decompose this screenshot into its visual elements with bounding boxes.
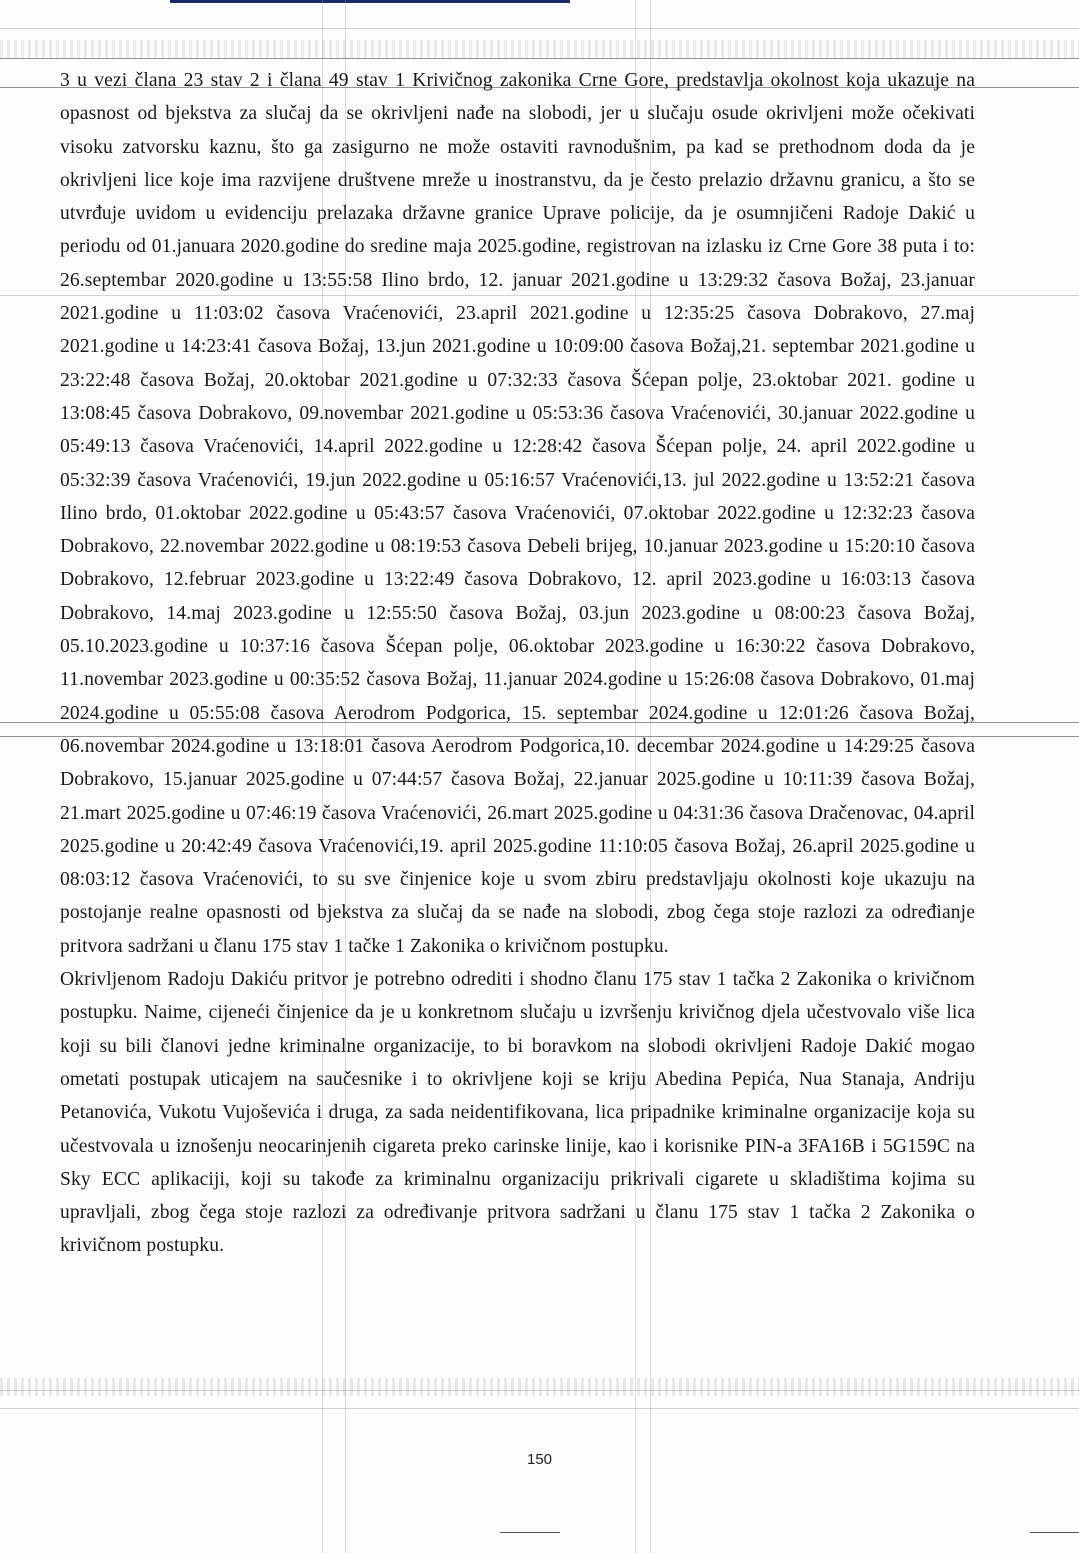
page-number: 150 <box>526 1451 553 1468</box>
scan-line <box>0 58 1079 59</box>
body-text <box>60 64 975 1263</box>
bottom-rule <box>1030 1532 1079 1533</box>
scan-noise-bottom <box>0 1378 1079 1396</box>
top-binding-mark <box>170 0 570 3</box>
bottom-rule <box>500 1532 560 1533</box>
scan-line <box>0 1408 1079 1409</box>
scan-line <box>0 28 1079 29</box>
paragraph-obstruction: Okrivljenom Radoju Dakiću pritvor je potrebno odrediti i shodno članu 175 stav 1 tačka 2 Zakonika o krivičnom postupku. Naime, cijeneći činjenice da je u konkretnom slučaju u izvršenju krivičnog djela učestvovalo više lica koji su bili članovi jedne kriminalne organizacije, to bi boravkom na slobodi okrivljeni Radoje Dakić mogao ometati postupak uticajem na saučesnike i to okrivljene koji se kriju Abedina Pepića, Nua Stanaja, Andriju Petanovića, Vukotu Vujoševića i druga, za sada neidentifikovana, lica pripadnike kriminalne organizacije koja su učestvovala u iznošenju neocarinjenih cigareta preko carinske linije, kao i korisnike PIN-a 3FA16B i 5G159C na Sky ECC aplikaciji, koji su takođe za kriminalnu organizaciju prikrivali cigarete u skladištima kojima su upravljali, zbog čega stoje razlozi za određivanje pritvora sadržani u članu 175 stav 1 tačka 2 Zakonika o krivičnom postupku. <box>60 969 975 1257</box>
paragraph-flight-risk: 3 u vezi člana 23 stav 2 i člana 49 stav 1 Krivičnog zakonika Crne Gore, predstavlja okolnost koja ukazuje na opasnost od bjekstva za slučaj da se okrivljeni nađe na slobodi, jer u slučaju osude okrivljeni može očekivati visoku zatvorsku kaznu, što ga zasigurno ne može ostaviti ravnodušnim, pa kad se prethodnom doda da je okrivljeni lice koje ima razvijene društvene mreže u inostranstvu, da je često prelazio državnu granicu, a što se utvrđuje uvidom u evidenciju prelazaka državne granice Uprave policije, da je osumnjičeni Radoje Dakić u periodu od 01.januara 2020.godine do sredine maja 2025.godine, registrovan na izlasku iz Crne Gore 38 puta i to: 26.septembar 2020.godine u 13:55:58 Ilino brdo, 12. januar 2021.godine u 13:29:32 časova Božaj, 23.januar 2021.godine u 11:03:02 časova Vraćenovići, 23.april 2021.godine u 12:35:25 časova Dobrakovo, 27.maj 2021.godine u 14:23:41 časova Božaj, 13.jun 2021.godine u 10:09:00 časova Božaj,21. septembar 2021.godine u 23:22:48 časova Božaj, 20.oktobar 2021.godine u 07:32:33 časova Šćepan polje, 23.oktobar 2021. godine u 13:08:45 časova Dobrakovo, 09.novembar 2021.godine u 05:53:36 časova Vraćenovići, 30.januar 2022.godine u 05:49:13 časova Vraćenovići, 14.april 2022.godine u 12:28:42 časova Šćepan polje, 24. april 2022.godine u 05:32:39 časova Vraćenovići, 19.jun 2022.godine u 05:16:57 Vraćenovići,13. jul 2022.godine u 13:52:21 časova Ilino brdo, 01.oktobar 2022.godine u 05:43:57 časova Vraćenovići, 07.oktobar 2022.godine u 12:32:23 časova Dobrakovo, 22.novembar 2022.godine u 08:19:53 časova Debeli brijeg, 10.januar 2023.godine u 15:20:10 časova Dobrakovo, 12.februar 2023.godine u 13:22:49 časova Dobrakovo, 12. april 2023.godine u 16:03:13 časova Dobrakovo, 14.maj 2023.godine u 12:55:50 časova Božaj, 03.jun 2023.godine u 08:00:23 časova Božaj, 05.10.2023.godine u 10:37:16 časova Šćepan polje, 06.oktobar 2023.godine u 16:30:22 časova Dobrakovo, 11.novembar 2023.godine u 00:35:52 časova Božaj, 11.januar 2024.godine u 15:26:08 časova Dobrakovo, 01.maj 2024.godine u 05:55:08 časova Aerodrom Podgorica, 15. septembar 2024.godine u 12:01:26 časova Božaj, 06.novembar 2024.godine u 13:18:01 časova Aerodrom Podgorica,10. decembar 2024.godine u 14:29:25 časova Dobrakovo, 15.januar 2025.godine u 07:44:57 časova Božaj, 22.januar 2025.godine u 10:11:39 časova Božaj, 21.mart 2025.godine u 07:46:19 časova Vraćenovići, 26.mart 2025.godine u 04:31:36 časova Dračenovac, 04.april 2025.godine u 20:42:49 časova Vraćenovići,19. april 2025.godine 11:10:05 časova Božaj, 26.april 2025.godine u 08:03:12 časova Vraćenovići, to su sve činjenice koje u svom zbiru predstavljaju okolnosti koje ukazuju na postojanje realne opasnosti od bjekstva za slučaj da se nađe na slobodi, zbog čega stoje razlozi za određianje pritvora sadržani u članu 175 stav 1 tačke 1 Zakonika o krivičnom postupku. <box>60 70 975 957</box>
scan-line <box>0 1390 1079 1391</box>
scan-noise-top <box>0 40 1079 58</box>
